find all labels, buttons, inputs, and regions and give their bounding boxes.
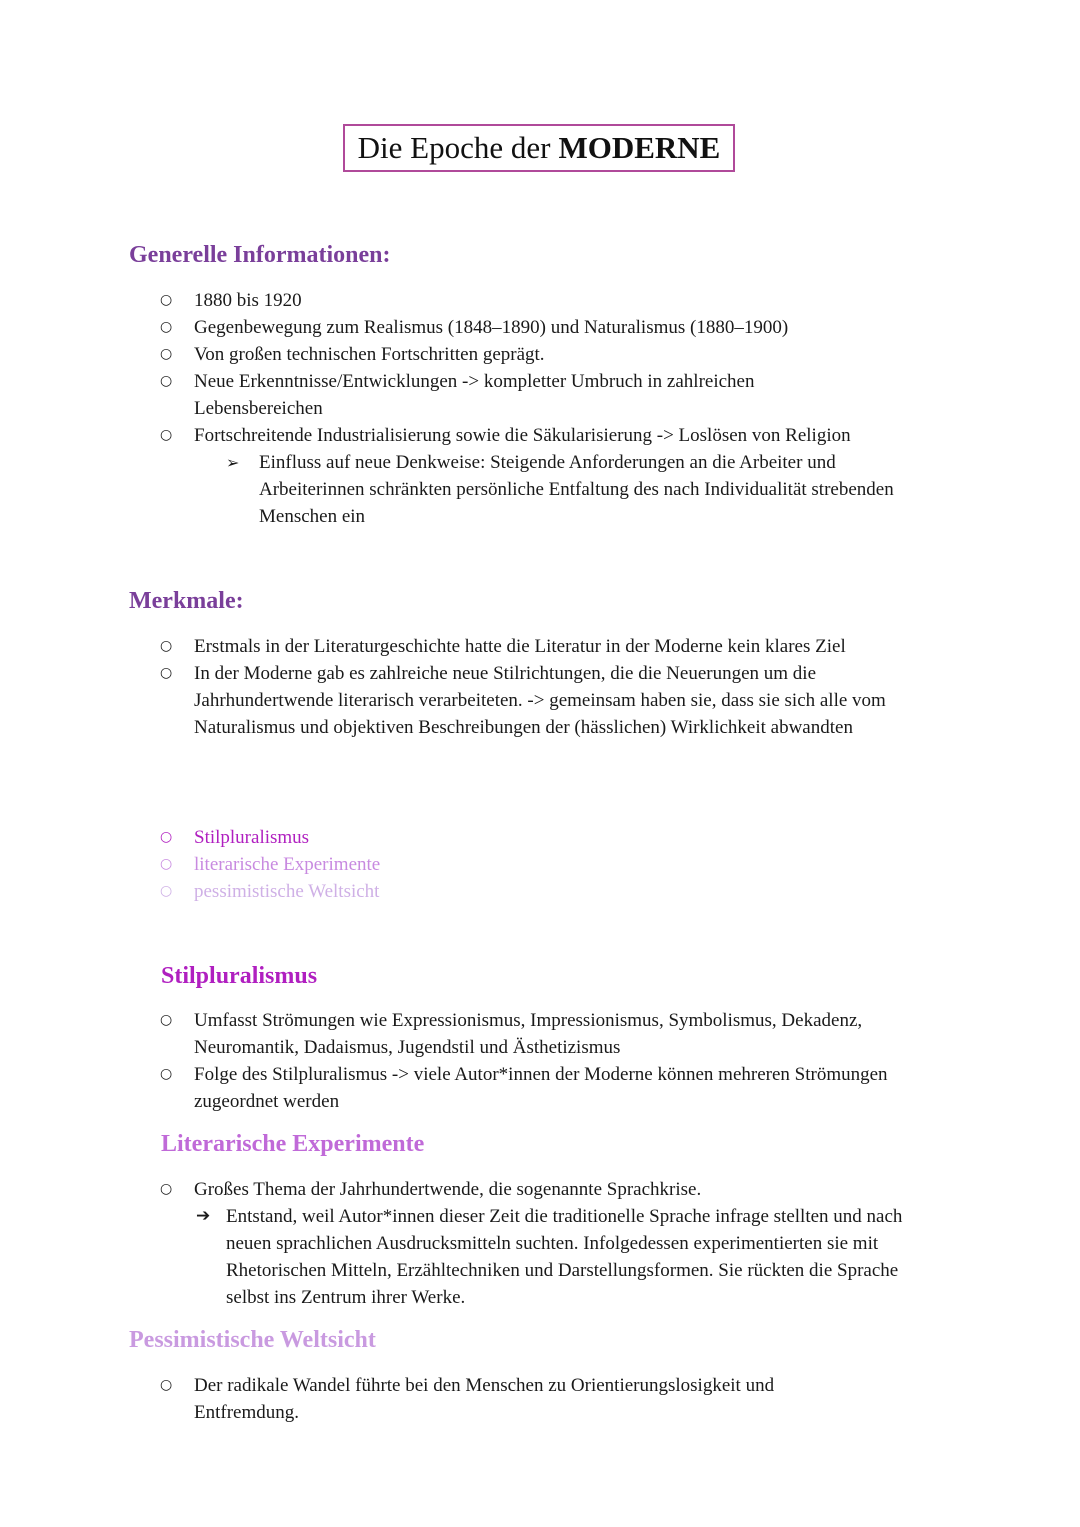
keyword-stil: ○ Stilpluralismus — [0, 824, 954, 851]
heading-pessimistisch: Pessimistische Weltsicht — [129, 1327, 376, 1353]
title-prefix: Die Epoche der — [357, 130, 551, 165]
heading-general: Generelle Informationen: — [129, 242, 391, 268]
heading-merkmale: Merkmale: — [129, 588, 244, 614]
circle-bullet-icon: ○ — [160, 856, 173, 872]
page-title — [343, 124, 735, 172]
list-item: ○ Umfasst Strömungen wie Expressionismus, Impressionismus, Symbolismus, Dekadenz, Neuromantik, Dadaismus, Jugendstil und Ästhetizismus — [0, 1007, 884, 1061]
triangle-right-icon: ➢ — [226, 453, 240, 472]
heading-experimente: Literarische Experimente — [161, 1131, 425, 1157]
experimente-list — [0, 1176, 1080, 1311]
stil-list — [0, 1007, 1080, 1115]
circle-bullet-icon: ○ — [160, 1377, 173, 1393]
list-item: ○ Großes Thema der Jahrhundertwende, die sogenannte Sprachkrise. — [0, 1176, 954, 1203]
circle-bullet-icon: ○ — [160, 1181, 173, 1197]
circle-bullet-icon: ○ — [160, 427, 173, 443]
merkmale-list — [0, 633, 1080, 741]
pessimistisch-list — [0, 1372, 1080, 1426]
title-bold: MODERNE — [558, 130, 721, 165]
arrow-right-icon: ➔ — [196, 1206, 211, 1226]
circle-bullet-icon: ○ — [160, 665, 173, 681]
circle-bullet-icon: ○ — [160, 319, 173, 335]
circle-bullet-icon: ○ — [160, 829, 173, 845]
circle-bullet-icon: ○ — [160, 373, 173, 389]
list-subitem: ➢ Einfluss auf neue Denkweise: Steigende Anforderungen an die Arbeiter und Arbeiterinnen schränkten persönliche Entfaltung des nach Individualität strebenden Menschen ein — [0, 449, 939, 530]
circle-bullet-icon: ○ — [160, 292, 173, 308]
keyword-list — [0, 824, 1080, 905]
list-item: ○ 1880 bis 1920 — [0, 287, 954, 314]
list-item: ○ Der radikale Wandel führte bei den Menschen zu Orientierungslosigkeit und Entfremdung. — [0, 1372, 874, 1426]
general-list — [0, 287, 1080, 530]
circle-bullet-icon: ○ — [160, 883, 173, 899]
keyword-pessimistisch: ○ pessimistische Weltsicht — [0, 878, 954, 905]
keyword-experimente: ○ literarische Experimente — [0, 851, 954, 878]
circle-bullet-icon: ○ — [160, 638, 173, 654]
list-item: ○ Neue Erkenntnisse/Entwicklungen -> kompletter Umbruch in zahlreichen Lebensbereichen — [0, 368, 844, 422]
circle-bullet-icon: ○ — [160, 1066, 173, 1082]
list-item: ○ Von großen technischen Fortschritten geprägt. — [0, 341, 954, 368]
heading-stil: Stilpluralismus — [161, 963, 318, 989]
list-item: ○ Fortschreitende Industrialisierung sowie die Säkularisierung -> Loslösen von Religion — [0, 422, 974, 449]
list-item: ○ In der Moderne gab es zahlreiche neue Stilrichtungen, die die Neuerungen um die Jahrhundertwende literarisch verarbeiteten. -> gemeinsam haben sie, dass sie sich alle vom Naturalismus und objektiven Beschreibungen der (hässlichen) Wirklichkeit abwandten — [0, 660, 954, 741]
circle-bullet-icon: ○ — [160, 1012, 173, 1028]
list-item: ○ Erstmals in der Literaturgeschichte hatte die Literatur in der Moderne kein klares Ziel — [0, 633, 974, 660]
circle-bullet-icon: ○ — [160, 346, 173, 362]
list-item: ○ Folge des Stilpluralismus -> viele Autor*innen der Moderne können mehreren Strömungen zugeordnet werden — [0, 1061, 894, 1115]
list-item: ○ Gegenbewegung zum Realismus (1848–1890) und Naturalismus (1880–1900) — [0, 314, 954, 341]
list-subitem: ➔ Entstand, weil Autor*innen dieser Zeit die traditionelle Sprache infrage stellten und nach neuen sprachlichen Ausdrucksmitteln suchten. Infolgedessen experimentierten sie mit Rhetorischen Mitteln, Erzähltechniken und Darstellungsformen. Sie rückten die Sprache selbst ins Zentrum ihrer Werke. — [0, 1203, 926, 1311]
